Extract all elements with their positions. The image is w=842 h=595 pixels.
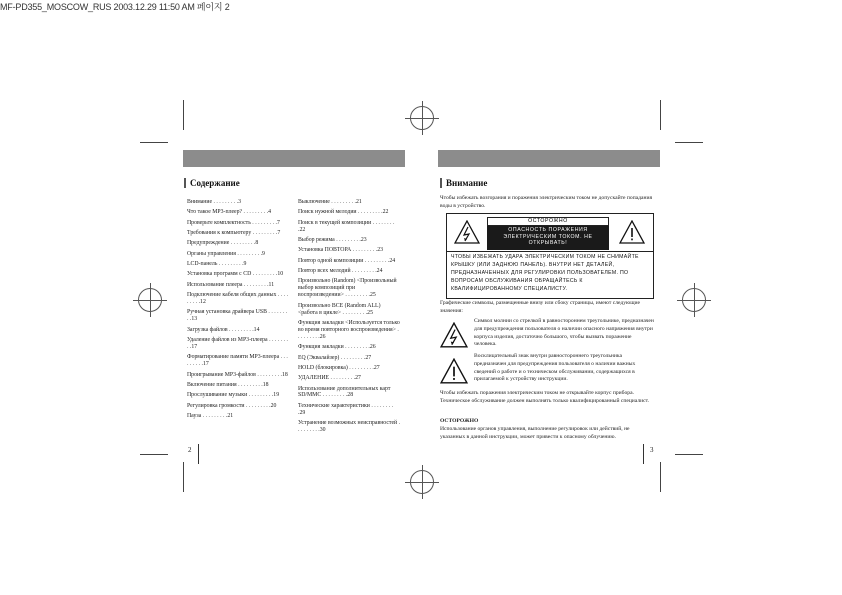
toc-entry-leader: . . . . . . . . [363,257,388,264]
toc-entry [187,403,290,410]
toc-entry-leader: . . . . . . . . [187,354,288,368]
toc-entry [298,320,401,341]
toc-entry-title: Технические характеристики [298,402,370,409]
toc-entry [298,365,401,372]
toc-entry-title: Предупреждение [187,240,230,247]
registration-mark [138,288,162,312]
toc-entry-page: .25 [365,309,373,316]
toc-entry-leader: . . . . . . . . [329,375,354,382]
toc-entry [187,392,290,399]
toc-entry-leader: . . . . . . . . [235,250,261,257]
toc-entry-leader: . . . . . . . . [187,337,288,350]
toc-entry-leader: . . . . . . . . [341,309,366,316]
toc-entry-title: Выключение [298,199,330,205]
warning-label-heading: ОСТОРОЖНО [487,217,609,226]
toc-entry-page: .8 [253,240,259,247]
toc-entry-page: .12 [198,299,206,306]
toc-entry-title: Произвольно ВСЕ (Random ALL) <работа в цикле> [298,302,381,316]
toc-entry-title: Проигрывание MP3-файлов [187,371,256,378]
toc-entry [298,247,401,254]
toc-entry-title: Регулировка громкости [187,402,245,409]
symbol-exclamation-description: Восклицательный знак внутри равностороннего треугольника предназначен для предупреждения пользователя о наличии важных сведений о работе и о техническом обслуживании, содержащихся в прилагаемой к устройству инструкции. [474,353,636,383]
toc-entry [187,230,290,237]
toc-entry [298,268,401,275]
toc-entry [298,220,401,234]
toc-entry-leader: . . . . . . . . [250,219,276,226]
crop-mark [183,100,184,130]
page-divider [643,444,644,464]
toc-entry-page: .20 [269,402,277,409]
toc-entry-page: .27 [353,375,361,382]
toc-entry-title: Органы управления [187,250,236,257]
toc-entry-leader: . . . . . . . . [251,271,276,278]
toc-entry-title: Установка ПОВТОРА [298,247,352,254]
toc-entry-leader: . . . . . . . . [339,354,364,361]
crop-mark [660,100,661,130]
toc-entry-page: .4 [266,209,272,216]
toc-entry [187,220,290,227]
toc-entry-page: .13 [189,316,198,323]
symbol-lightning-description: Символ молнии со стрелкой в равностороннем треугольнике, предназначен для предупреждения пользователя о наличии опасного напряжения внутри корпуса изделия, достаточно большого, чтобы вызвать поражение человека. [474,318,654,348]
toc-entry-title: Установка программ с CD [187,271,252,278]
toc-column-2 [298,199,401,437]
graphic-symbols-text: Графические символы, размещенные внизу или сбоку страницы, имеют следующие значения: [440,300,641,314]
toc-entry-leader: . . . . . . . . [347,364,373,371]
toc-entry-page: .17 [189,343,198,350]
toc-entry [187,261,290,268]
toc-entry-page: .21 [354,199,362,205]
toc-entry [187,309,290,323]
crop-mark [140,454,168,455]
toc-entry [187,372,290,379]
toc-entry-page: .7 [275,219,280,226]
lightning-warning-icon [440,322,468,348]
intro-text: Чтобы избежать возгорания и поражения электрическим током не допускайте попадания воды в устройство. [440,195,653,209]
page-number: 2 [188,446,192,454]
toc-entry-page: .27 [363,354,372,361]
toc-entry-leader: . . . . . . . . [242,209,267,216]
warning-body-text: ЧТОБЫ ИЗБЕЖАТЬ УДАРА ЭЛЕКТРИЧЕСКИМ ТОКОМ НЕ СНИМАЙТЕ КРЫШКУ (ИЛИ ЗАДНЮЮ ПАНЕЛЬ). ВНУТРИ НЕТ ДЕТАЛЕЙ, ПРЕДНАЗНАЧЕННЫХ ДЛЯ РЕГУЛИРОВКИ ПОЛЬЗОВАТЕЛЕМ. ПО ВОПРОСАМ ОБСЛУЖИВАНИЯ ОБРАЩАЙТЕСЬ К КВАЛИФИЦИРОВАННОМУ СПЕЦИАЛИСТУ. [451,254,639,293]
toc-entry-leader: . . . . . . . . [187,292,289,306]
toc-entry [187,209,290,216]
toc-entry-page: .28 [345,392,354,399]
toc-entry-title: EQ (Эквалайзер) [298,354,340,361]
toc-entry-leader: . . . . . . . . [329,199,355,205]
toc-entry-title: Форматирование памяти MP3-плеера [187,354,280,361]
toc-entry-title: Удаление файлов из MP3-плеера [187,337,268,344]
toc-entry-title: Устранение возможных неисправностей [298,420,398,427]
toc-entry-title: Внимание [187,199,213,205]
toc-entry-page: .19 [271,392,280,399]
toc-entry-page: .30 [318,427,326,434]
toc-entry-title: Выбор режима [298,236,335,243]
toc-entry-title: Проверьте комплектность [187,219,251,226]
service-text: Чтобы избежать поражения электрическим током не открывайте корпус прибора. Техническое обслуживание должен выполнять только квалифицированный специалист. [440,390,650,404]
toc-entry-leader: . . . . . . . . [343,344,369,351]
toc-entry [298,386,401,400]
toc-entry-page: .22 [381,209,389,216]
toc-entry-leader: . . . . . . . . [334,236,360,243]
toc-entry-title: LCD-панель [187,261,218,268]
warning-label-box [446,213,654,299]
toc-entry-leader: . . . . . . . . [255,371,281,378]
toc-entry-page: .11 [267,281,275,288]
toc-entry-title: Поиск нужной мелодии [298,209,357,216]
toc-entry-leader: . . . . . . . . [247,392,272,399]
toc-entry-page: .24 [375,268,383,275]
toc-entry-leader: . . . . . . . . [201,413,226,419]
divider [447,251,653,252]
toc-entry-page: .14 [252,326,260,333]
toc-entry-leader: . . . . . . . . [217,261,243,268]
toc-entry-page: .9 [260,250,265,257]
toc-entry-page: .10 [275,271,284,278]
toc-entry-title: Что такое MP3-плеер? [187,209,243,216]
toc-entry-leader: . . . . . . . . [369,402,394,409]
crop-mark [183,462,184,492]
toc-entry [187,240,290,247]
crop-mark [660,462,661,492]
toc-entry-page: .22 [298,226,306,233]
toc-entry [187,382,290,389]
toc-entry [187,271,290,278]
toc-entry-leader: . . . . . . . . [298,326,399,340]
toc-entry-title: УДАЛЕНИЕ [298,375,330,382]
left-header-bar [183,150,405,167]
toc-entry-title: Требования к компьютеру [187,230,252,237]
toc-entry [298,199,401,206]
page-divider [198,444,199,464]
toc-entry-page: .26 [368,344,376,351]
warning-label-text: ОПАСНОСТЬ ПОРАЖЕНИЯ ЭЛЕКТРИЧЕСКИМ ТОКОМ. НЕ ОТКРЫВАТЬ! [503,227,593,246]
toc-entry [298,403,401,417]
toc-entry-title: Включение питания [187,381,237,388]
toc-entry [298,258,401,265]
caution-heading: ОСТОРОЖНО [440,418,479,424]
toc-entry-page: .23 [375,247,384,254]
print-slug: MF-PD355_MOSCOW_RUS 2003.12.29 11:50 AM 페이지 2 [0,2,230,12]
toc-entry [298,209,401,216]
toc-entry-title: Повтор одной композиции [298,257,364,264]
crop-mark [140,142,168,143]
lightning-warning-icon [454,220,480,244]
toc-entry [187,327,290,334]
registration-mark [410,106,434,130]
crop-mark [675,142,703,143]
warning-label [487,217,609,250]
toc-entry-title: HOLD (блокировка) [298,364,348,371]
toc-entry-leader: . . . . . . . . [351,247,376,254]
crop-mark [675,454,703,455]
toc-entry [187,413,290,420]
toc-entry-leader: . . . . . . . . [251,230,276,237]
toc-entry [298,237,401,244]
toc-entry-title: Ручная установка драйвера USB [187,309,267,316]
toc-entry-page: .7 [275,230,281,237]
toc-entry-title: Произвольно (Random) <Произвольный выбор композиций при воспроизведении> [298,278,397,299]
toc-entry-page: .24 [387,257,396,264]
toc-entry-title: Использование дополнительных карт SD/MMC [298,385,391,399]
toc-entry-leader: . . . . . . . . [343,292,369,299]
toc-entry [187,199,290,206]
toc-entry-leader: . . . . . . . . [242,281,268,288]
toc-entry-page: .18 [280,371,288,378]
toc-entry [187,354,290,368]
toc-entry-title: Поиск в текущей композиции [298,219,372,226]
toc-entry-page: .27 [372,364,380,371]
toc-entry [298,344,401,351]
registration-mark [682,288,706,312]
toc-entry [298,355,401,362]
right-header-bar [438,150,660,167]
toc-entry-page: .3 [236,199,242,205]
page-title: Содержание [184,178,240,188]
toc-entry-leader: . . . . . . . . [244,402,270,409]
exclamation-warning-icon [440,358,468,384]
toc-entry-leader: . . . . . . . . [356,209,382,216]
toc-entry [298,420,401,434]
toc-entry-leader: . . . . . . . . [321,392,346,399]
toc-entry [187,251,290,258]
toc-entry-leader: . . . . . . . . [187,309,288,323]
toc-entry-leader: . . . . . . . . [298,420,401,434]
toc-entry-page: .25 [368,292,376,299]
toc-entry [187,282,290,289]
toc-entry-page: .17 [201,361,209,368]
toc-entry [298,278,401,299]
toc-entry-page: .26 [318,333,326,340]
toc-entry [298,303,401,317]
toc-entry [187,292,290,306]
toc-entry-title: Пауза [187,413,202,419]
page-title: Внимание [440,178,487,188]
toc-entry-leader: . . . . . . . . [212,199,237,205]
toc-entry-leader: . . . . . . . . [371,219,395,226]
registration-mark [410,470,434,494]
toc-entry-title: Функция закладки [298,344,344,351]
toc-entry-title: Функция закладки <Используется только во время повторного воспроизведения> [298,319,400,333]
toc-entry-leader: . . . . . . . . [229,240,254,247]
toc-entry [187,337,290,351]
toc-entry-title: Прослушивание музыки [187,392,248,399]
toc-entry-page: .29 [298,409,306,416]
toc-entry-page: .18 [261,381,269,388]
page-number: 3 [650,446,654,454]
toc-entry-leader: . . . . . . . . [350,268,376,275]
toc-entry-leader: . . . . . . . . [227,326,253,333]
toc-entry-title: Загрузка файлов [187,326,228,333]
toc-entry-title: Использование плеера [187,281,243,288]
toc-entry [298,375,401,382]
toc-entry-title: Подключение кабеля общих данных [187,292,277,299]
caution-text: Использование органов управления, выполнение регулировок или действий, не указанных в данной инструкции, может привести к опасному облучению. [440,426,630,440]
toc-entry-page: .23 [359,236,367,243]
toc-entry-title: Повтор всех мелодий [298,268,351,275]
toc-entry-leader: . . . . . . . . [236,381,262,388]
exclamation-warning-icon [619,220,645,244]
toc-entry-page: .9 [242,261,247,268]
toc-entry-page: .21 [225,413,234,419]
toc-column-1 [187,199,290,423]
